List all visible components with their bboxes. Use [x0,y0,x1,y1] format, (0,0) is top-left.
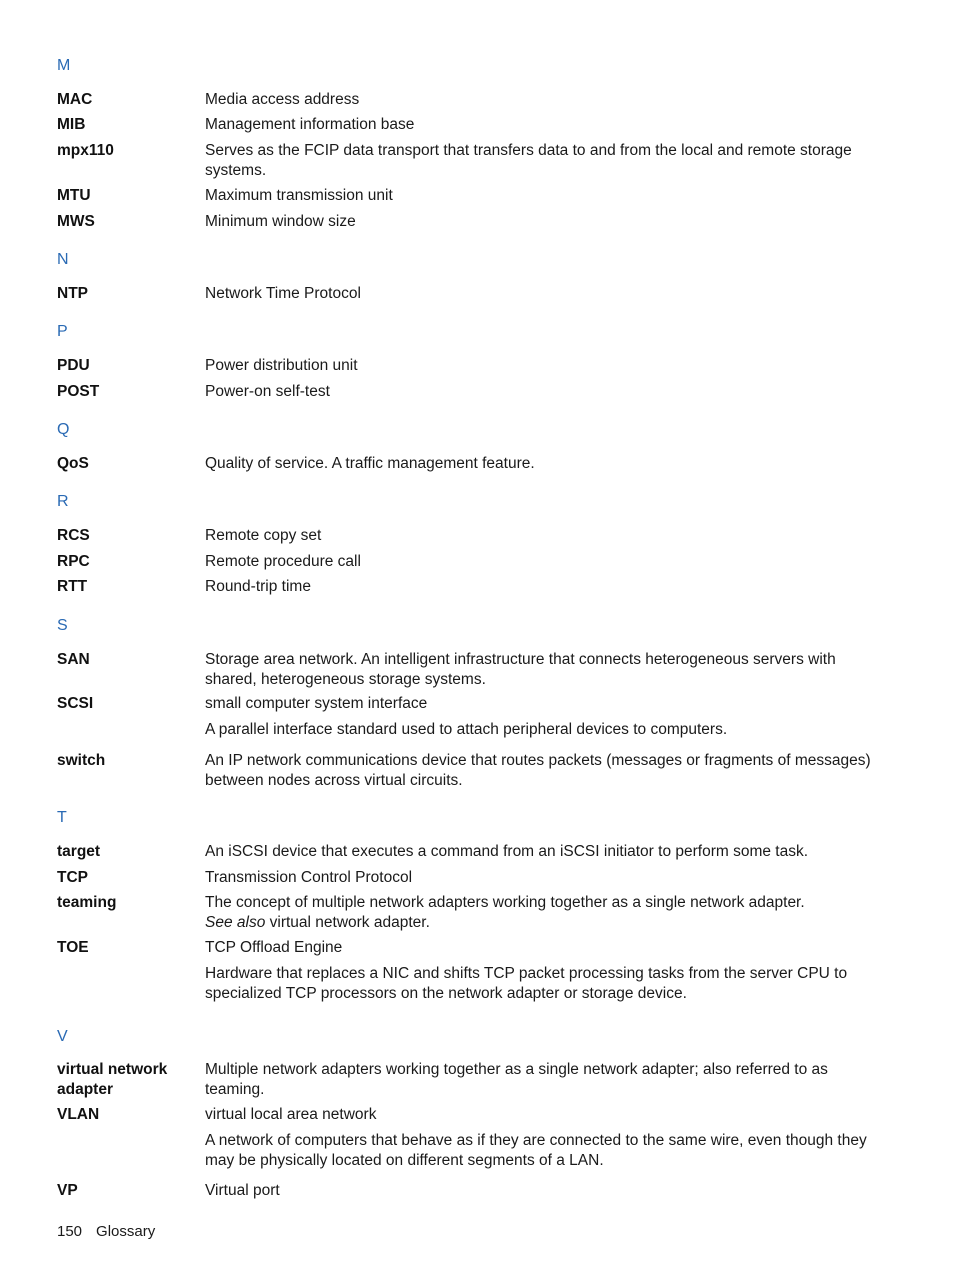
def-toe: TCP Offload Engine [205,939,343,956]
def-scsi-detail: A parallel interface standard used to attach peripheral devices to computers. [205,721,728,738]
see-also-link: virtual network adapter. [265,913,430,931]
term-switch: switch [57,752,106,769]
def-vlan-detail: A network of computers that behave as if they are connected to the same wire, even though they may be physically located on different segments of a LAN. [205,1132,867,1169]
def-rtt: Round-trip time [205,578,311,595]
def-rpc: Remote procedure call [205,553,361,570]
def-target: An iSCSI device that executes a command from an iSCSI initiator to perform some task. [205,843,809,860]
letter-heading-t: T [57,809,67,826]
def-virtual-network-adapter: Multiple network adapters working together as a single network adapter; also referred to as teaming. [205,1061,828,1098]
term-mpx110: mpx110 [57,142,114,159]
def-rcs: Remote copy set [205,527,322,544]
letter-heading-q: Q [57,421,70,438]
def-teaming [205,893,875,932]
term-vlan: VLAN [57,1106,100,1123]
term-ntp: NTP [57,285,88,302]
see-also [205,913,875,933]
term-vp: VP [57,1182,78,1199]
term-toe: TOE [57,939,89,956]
term-scsi: SCSI [57,695,94,712]
term-rcs: RCS [57,527,90,544]
letter-heading-n: N [57,251,69,268]
term-target: target [57,843,101,860]
term-rtt: RTT [57,578,88,595]
term-rpc: RPC [57,553,90,570]
page-footer [57,1222,155,1241]
letter-heading-v: V [57,1028,68,1045]
letter-heading-s: S [57,617,68,634]
def-toe-detail: Hardware that replaces a NIC and shifts TCP packet processing tasks from the server CPU to specialized TCP processors on the network adapter or storage device. [205,965,848,1002]
def-scsi: small computer system interface [205,695,428,712]
page-number: 150 [57,1223,83,1240]
def-tcp: Transmission Control Protocol [205,869,413,886]
term-san: SAN [57,651,90,668]
def-mpx110: Serves as the FCIP data transport that transfers data to and from the local and remote storage systems. [205,142,852,179]
def-ntp: Network Time Protocol [205,285,361,302]
term-virtual-network-adapter: virtual network adapter [57,1061,168,1098]
def-pdu: Power distribution unit [205,357,358,374]
term-mtu: MTU [57,187,91,204]
def-qos: Quality of service. A traffic management feature. [205,455,535,472]
def-mtu: Maximum transmission unit [205,187,393,204]
term-qos: QoS [57,455,89,472]
term-tcp: TCP [57,869,88,886]
term-mac: MAC [57,91,93,108]
def-san: Storage area network. An intelligent infrastructure that connects heterogeneous servers with shared, heterogeneous storage systems. [205,651,836,688]
letter-heading-r: R [57,493,69,510]
def-vp: Virtual port [205,1182,280,1199]
def-mws: Minimum window size [205,213,356,230]
letter-heading-p: P [57,323,68,340]
def-vlan: virtual local area network [205,1106,377,1123]
see-also-prefix: See also [205,913,266,931]
def-mib: Management information base [205,116,415,133]
def-teaming-text: The concept of multiple network adapters working together as a single network adapter. [205,894,805,911]
def-post: Power-on self-test [205,383,330,400]
term-post: POST [57,383,100,400]
letter-heading-m: M [57,57,71,74]
term-mws: MWS [57,213,95,230]
term-teaming: teaming [57,894,117,911]
def-mac: Media access address [205,91,360,108]
def-switch: An IP network communications device that routes packets (messages or fragments of messages) between nodes across virtual circuits. [205,752,871,789]
term-pdu: PDU [57,357,90,374]
term-mib: MIB [57,116,86,133]
footer-section-name: Glossary [96,1223,156,1240]
